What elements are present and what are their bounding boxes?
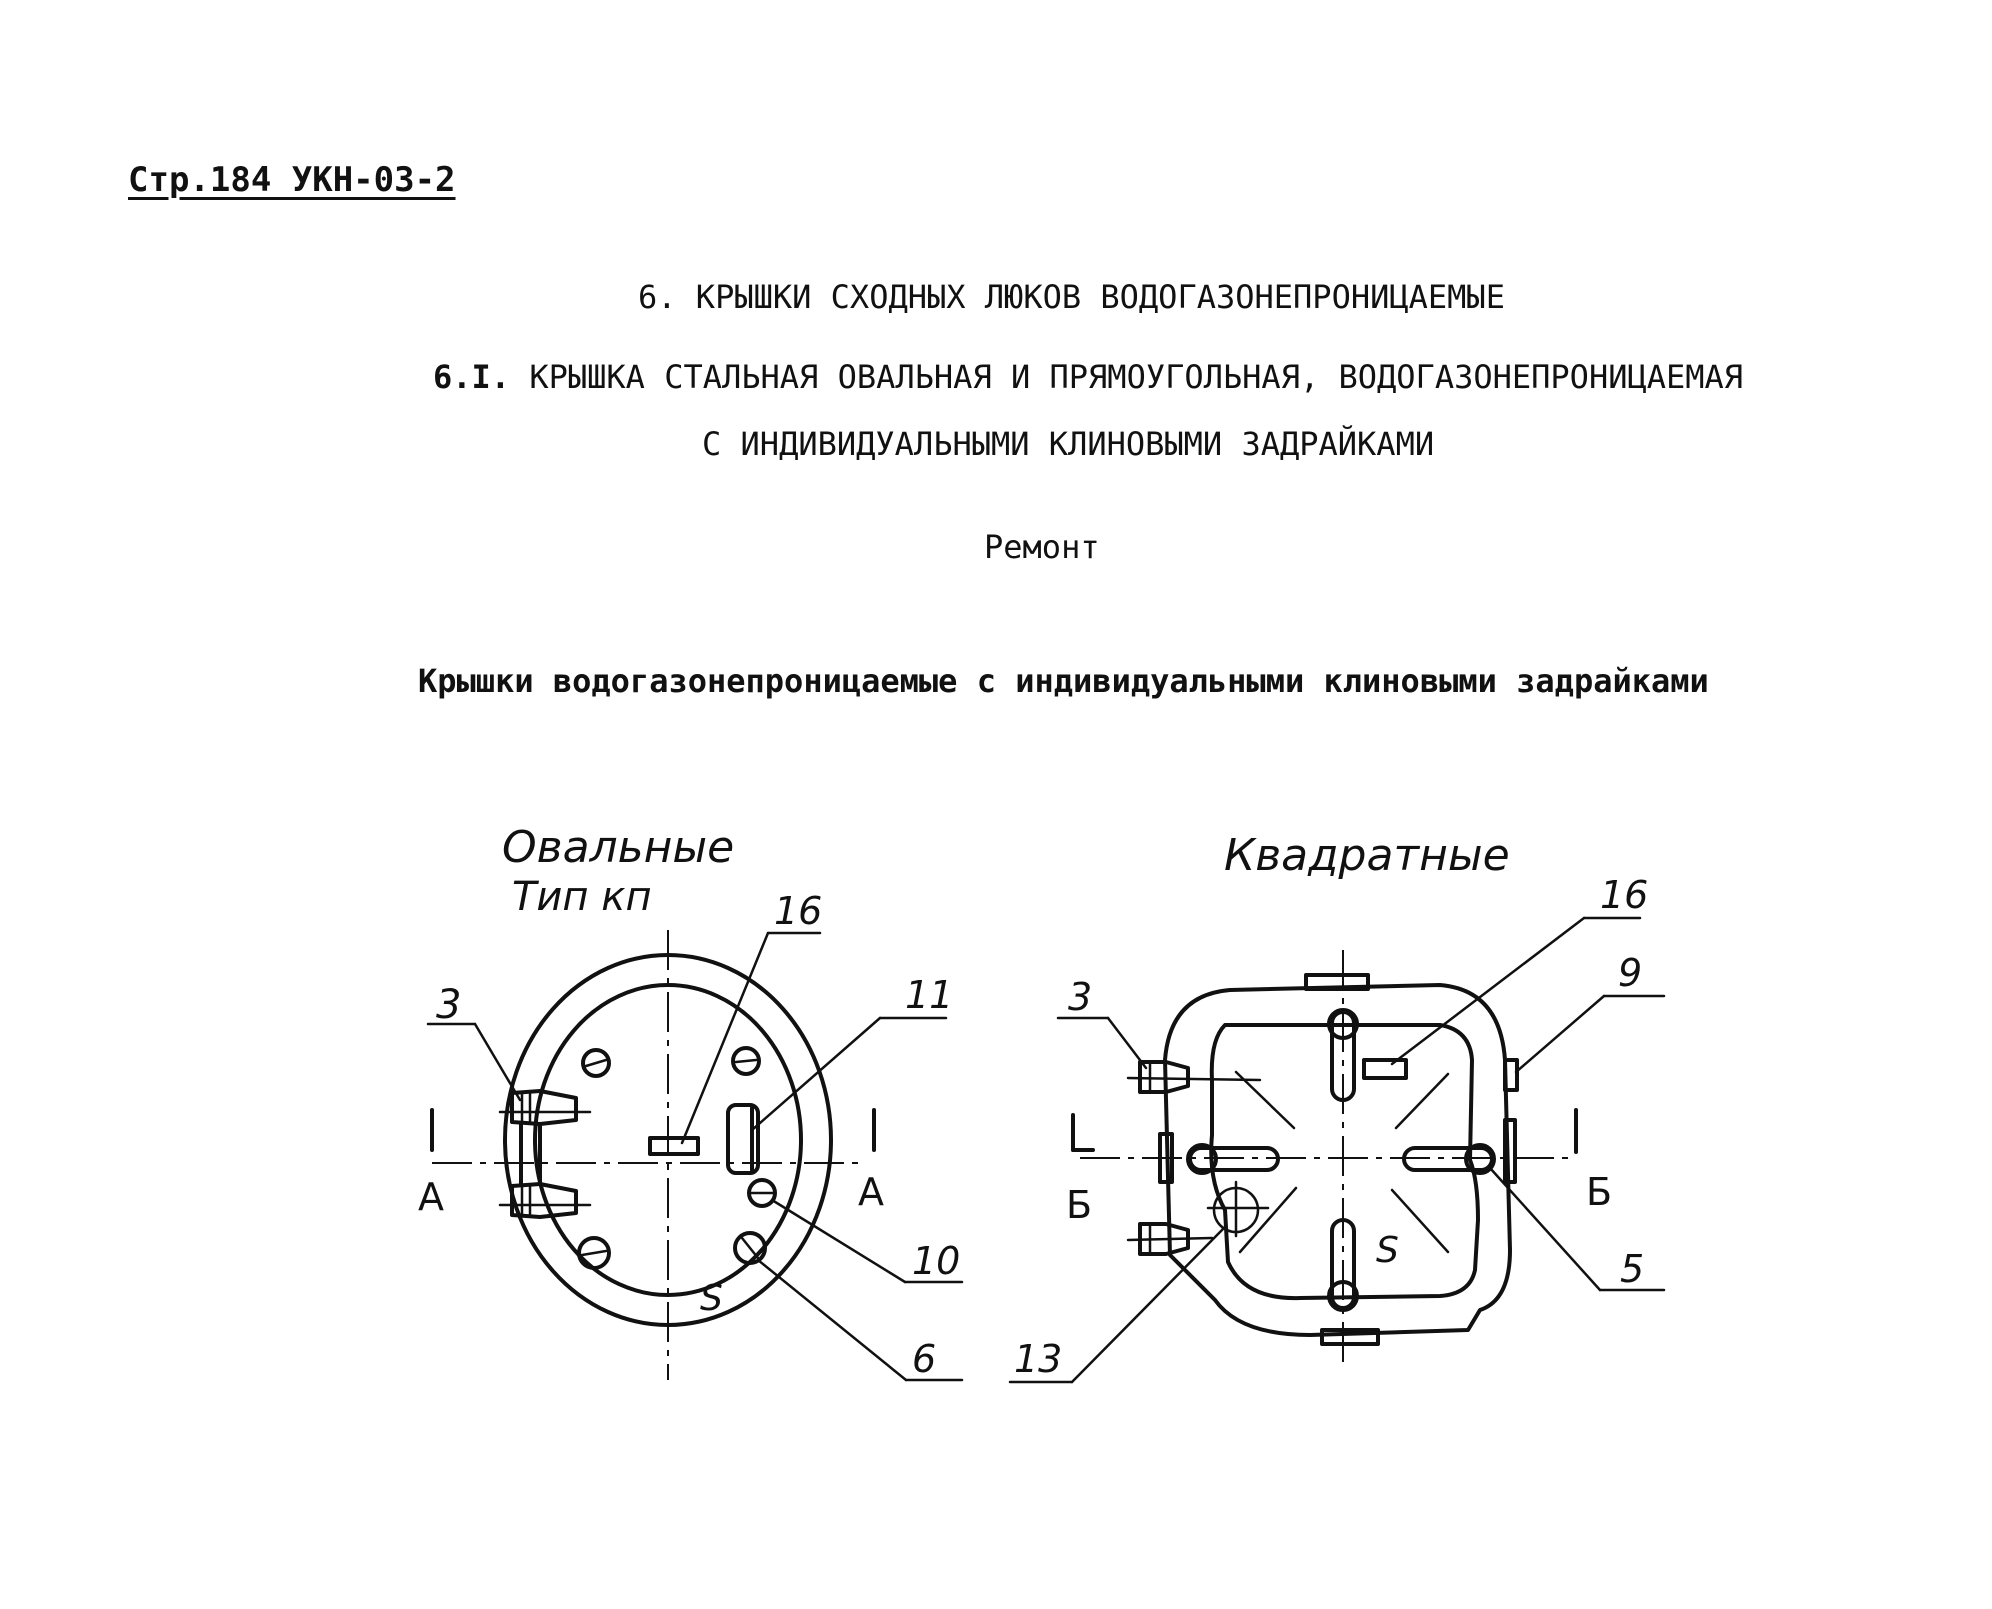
oval-callout-16-leader [682,933,768,1143]
square-section-label-left: Б [1066,1183,1093,1227]
oval-callout-6: 6 [912,1337,937,1381]
oval-callout-3: 3 [436,982,462,1028]
oval-callout-10-leader [772,1200,905,1282]
figure-caption: Крышки водогазонепроницаемые с индивидуальными клиновыми задрайками [418,662,1709,700]
repair-heading: Ремонт [984,528,1100,566]
oval-callout-16: 16 [774,889,823,933]
oval-callout-3-leader [475,1024,520,1100]
oval-cover-drawing [418,822,962,1381]
oval-section-label-right: А [858,1170,884,1214]
square-callout-3-leader [1108,1018,1146,1068]
square-callout-9-leader [1516,996,1604,1072]
square-right-lug [1505,1120,1515,1182]
square-callout-16-leader [1392,918,1584,1064]
square-callout-3: 3 [1068,975,1093,1019]
square-inner-frame [1211,1025,1478,1298]
oval-callout-10: 10 [912,1239,961,1283]
oval-surface-mark: S [700,1278,723,1319]
section-title: 6. КРЫШКИ СХОДНЫХ ЛЮКОВ ВОДОГАЗОНЕПРОНИЦАЕМЫЕ [638,278,1505,316]
oval-subtitle: Тип кп [512,874,652,920]
oval-callout-11: 11 [905,973,954,1017]
square-hinge-arms [1188,1010,1494,1310]
square-fitting [1505,1060,1517,1090]
oval-section-label-left: А [418,1175,444,1219]
oval-title: Овальные [502,822,735,873]
subsection-title-line2: С ИНДИВИДУАЛЬНЫМИ КЛИНОВЫМИ ЗАДРАЙКАМИ [702,425,1435,463]
oval-label-plate [650,1138,698,1154]
subsection-number: 6.I. [433,358,511,396]
square-cover-drawing [1010,830,1664,1382]
oval-bolt-icons [579,1048,775,1268]
square-section-label-right: Б [1586,1170,1613,1214]
square-label-plate [1364,1060,1406,1078]
square-surface-mark: S [1376,1230,1399,1271]
square-callout-13-leader [1072,1228,1224,1382]
oval-callout-6-leader [758,1260,906,1380]
square-title: Квадратные [1224,830,1510,881]
square-callout-9: 9 [1618,951,1643,995]
square-callout-16: 16 [1600,873,1649,917]
page-reference: Стр.184 УКН-03-2 [128,160,456,200]
subsection-title-text: КРЫШКА СТАЛЬНАЯ ОВАЛЬНАЯ И ПРЯМОУГОЛЬНАЯ, ВОДОГАЗОНЕПРОНИЦАЕМАЯ [529,358,1744,396]
square-callout-5: 5 [1620,1247,1645,1291]
square-callout-13: 13 [1014,1337,1063,1381]
oval-callout-11-leader [752,1018,880,1130]
